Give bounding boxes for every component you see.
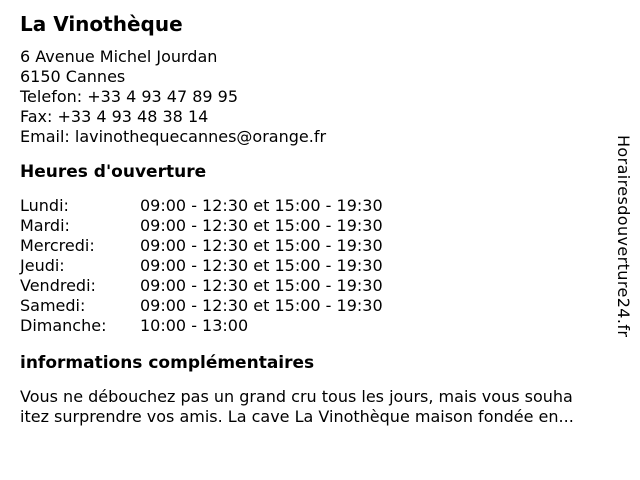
hours-time-value: 09:00 - 12:30 et 15:00 - 19:30 <box>140 276 383 295</box>
hours-day-label: Mercredi: <box>20 236 95 255</box>
page-title: La Vinothèque <box>20 12 183 36</box>
additional-info-heading: informations complémentaires <box>20 353 315 373</box>
hours-row-thursday <box>20 256 612 276</box>
email-line: Email: lavinothequecannes@orange.fr <box>20 127 327 146</box>
address-block <box>20 47 612 147</box>
hours-row-tuesday <box>20 216 612 236</box>
address-street: 6 Avenue Michel Jourdan <box>20 47 218 66</box>
opening-hours-heading: Heures d'ouverture <box>20 162 207 182</box>
hours-time-value: 09:00 - 12:30 et 15:00 - 19:30 <box>140 296 383 315</box>
hours-time-value: 09:00 - 12:30 et 15:00 - 19:30 <box>140 256 383 275</box>
hours-row-friday <box>20 276 612 296</box>
hours-day-label: Mardi: <box>20 216 70 235</box>
phone-line: Telefon: +33 4 93 47 89 95 <box>20 87 239 106</box>
hours-day-label: Dimanche: <box>20 316 107 335</box>
hours-time-value: 09:00 - 12:30 et 15:00 - 19:30 <box>140 196 383 215</box>
hours-day-label: Vendredi: <box>20 276 96 295</box>
hours-day-label: Lundi: <box>20 196 69 215</box>
hours-row-saturday <box>20 296 612 316</box>
business-info-page <box>20 0 612 427</box>
hours-row-monday <box>20 196 612 216</box>
address-city: 6150 Cannes <box>20 67 126 86</box>
fax-line: Fax: +33 4 93 48 38 14 <box>20 107 209 126</box>
additional-info-text <box>20 387 612 427</box>
watermark-vertical-text: Horairesdouverture24.fr <box>614 135 633 338</box>
hours-time-value: 09:00 - 12:30 et 15:00 - 19:30 <box>140 216 383 235</box>
hours-day-label: Samedi: <box>20 296 86 315</box>
info-text-line: Vous ne débouchez pas un grand cru tous les jours, mais vous souha <box>20 387 573 406</box>
info-text-line: itez surprendre vos amis. La cave La Vinothèque maison fondée en... <box>20 407 574 426</box>
hours-time-value: 10:00 - 13:00 <box>140 316 249 335</box>
hours-row-wednesday <box>20 236 612 256</box>
hours-day-label: Jeudi: <box>20 256 65 275</box>
hours-time-value: 09:00 - 12:30 et 15:00 - 19:30 <box>140 236 383 255</box>
hours-row-sunday <box>20 316 612 336</box>
opening-hours-table <box>20 196 612 336</box>
